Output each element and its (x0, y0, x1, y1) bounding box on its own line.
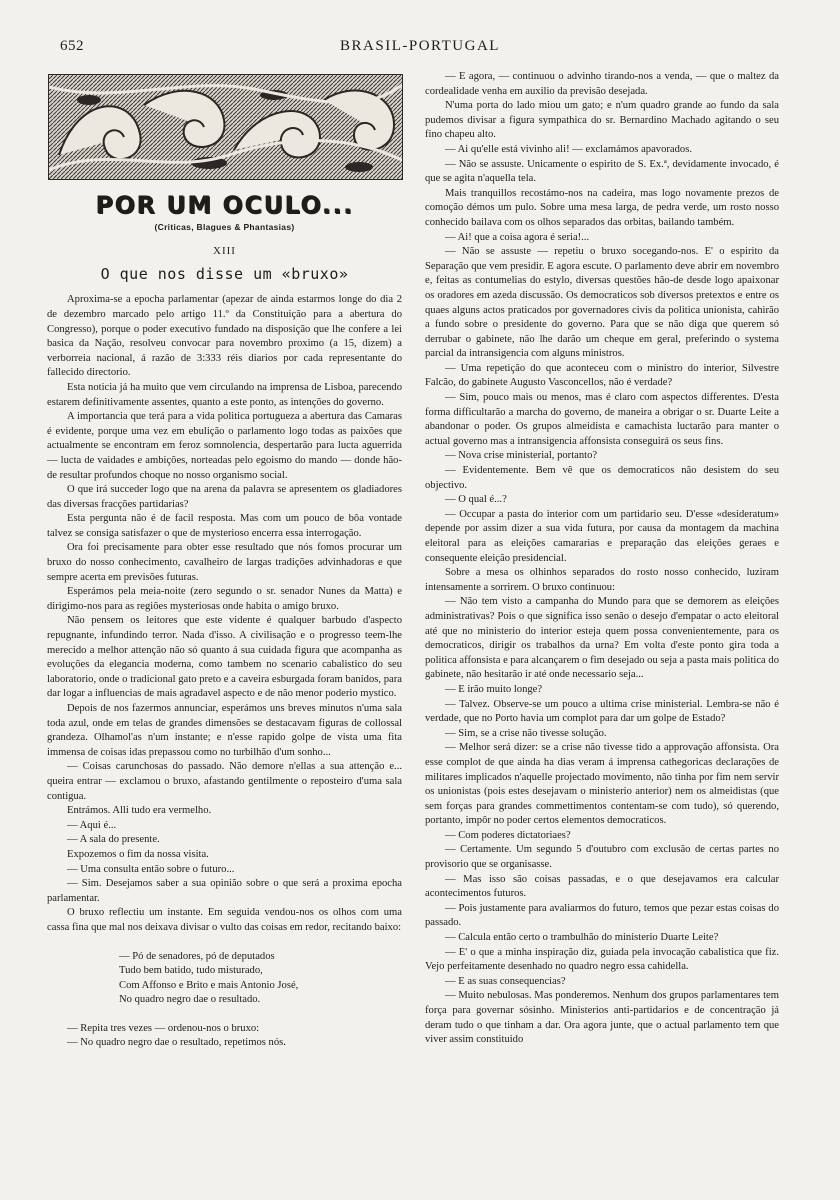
paragraph: — Sim, se a crise não tivesse solução. (445, 727, 607, 739)
paragraph: — Melhor será dizer: se a crise não tivesse tido a approvação affonsista. Ora esse complot de que ainda ha dias veram á imprensa cathegoricas declarações de militares implicados n'aquelle projectado movimento, não tinha por fim nem servir os unionistas (pois estes desejavam o ministerio anterior) nem os almeidistas (que sem forças para grandes commettimentos contentam-se com tudo), só querendo, portanto, impôr no poder certos elementos democraticos. (425, 742, 779, 827)
paragraph: — E as suas consequencias? (445, 975, 566, 987)
paragraph: Expozemos o fim da nossa visita. (67, 848, 209, 860)
ornament-illustration (49, 75, 402, 179)
paragraph: — Não se assuste — repetiu o bruxo socegando-nos. E' o espirito da Separação que vem presidir. E agora escute. O parlamento deve abrir em novembro e, feitas as contumelias do estylo, diversas questões hão-de desde logo apaixonar os oradores em azeda discussão. Os democraticos sob diversos pretextos e entre os quaes alguns actos praticados por governadores civis da politica unionista, cahirão a fundo sobre o presidente do governo. Para que se não diga que querem só derrubar o gabinete, não lhe darão um cheque em geral, preferindo o systema parcial da intransigencia com alguns ministros. (425, 246, 779, 360)
verse-line: No quadro negro dae o resultado. (119, 994, 261, 1006)
paragraph: Ora foi precisamente para obter esse resultado que nós fomos procurar um bruxo do nosso conhecimento, cavalheiro de largas tradições advinhadoras e que sempre acerta em previsões futuras. (47, 542, 402, 583)
right-body-text (425, 70, 779, 1048)
article-headline: POR UM OCULO... (95, 191, 354, 219)
paragraph: — Pois justamente para avaliarmos do futuro, temos que pezar estas coisas do passado. (425, 902, 779, 929)
paragraph: Sobre a mesa os olhinhos separados do rosto nosso conhecido, luziram intensamente a sorrirem. O bruxo continuou: (425, 567, 779, 593)
paragraph: — Aqui é... (67, 819, 117, 831)
decorative-banner (48, 74, 403, 180)
paragraph: Entrámos. Alli tudo era vermelho. (67, 805, 212, 817)
paragraph: — Coisas carunchosas do passado. Não demore n'ellas a sua attenção e... queira entrar — exclamou o bruxo, afastando gentilmente o reposteiro d'uma sala contigua. (47, 761, 402, 802)
verse-block (119, 950, 402, 1008)
paragraph: — E agora, — continuou o advinho tirando-nos a venda, — que o maltez da cordealidade venha em auxilio da previsão desejada. (425, 71, 779, 97)
paragraph: — Com poderes dictatoriaes? (445, 829, 571, 841)
verse-line: Com Affonso e Brito e mais Antonio José, (119, 979, 299, 991)
paragraph: — E' o que a minha inspiração diz, guiada pela invocação cabalistica que fiz. Vejo perfeitamente desenhado no quadro negro essa cahidella. (425, 946, 779, 973)
paragraph: — A sala do presente. (67, 834, 160, 846)
paragraph: Não pensem os leitores que este vidente é qualquer barbudo d'aspecto repugnante, infundindo terror. Nada d'isso. A civilisação e o progresso teem-lhe merecido a melhor attenção não só quanto á sua cuidada figura que acompanha as evoluções da elegancia moderna, como tambem no scenario cabalistico do seu laboratorio, onde o tradicional gato preto e a caveira esburgada foram banidos, para dar logar a influencias de mais agradavel aspecto e de não menor poderio mystico. (47, 615, 402, 700)
paragraph: — O qual é...? (445, 494, 507, 506)
paragraph: — Ai qu'elle está vivinho ali! — exclamámos apavorados. (445, 143, 692, 155)
paragraph: — Não se assuste. Unicamente o espirito de S. Ex.ª, devidamente invocado, é que se agita n'aquella tela. (425, 158, 779, 185)
paragraph: O que irá succeder logo que na arena da palavra se apresentem os gladiadores das diversas fracções partidarias? (47, 484, 402, 510)
paragraph: — Sim, pouco mais ou menos, mas é claro com aspectos differentes. D'esta forma difficultarão a marcha do governo, de maneira a obrigar o sr. Duarte Leite a abandonar o poder. Os grupos almeidista e camachista luctarão para manter o actual governo mas a intransigencia affonsista conseguirá os seus fins. (425, 392, 779, 447)
paragraph: Aproxima-se a epocha parlamentar (apezar de ainda estarmos longe do dia 2 de dezembro marcado pelo artigo 11.º da Constituição para a abertura do Congresso), porque o poder executivo fundado na disposição que lhe confere a lei basica da Nação, resolveu convocar para novembro proximo (a 15, dizem) a verborreia nacional, á razão de 3:333 réis diarios por cada representante do fallecido directorio. (47, 294, 402, 379)
paragraph: — Ai! que a coisa agora é seria!... (445, 231, 590, 243)
paragraph: — Muito nebulosas. Mas ponderemos. Nenhum dos grupos parlamentares tem força para governar sósinho. Ministerios anti-partidarios e de concentração já deram tudo o que tinham a dar. Ora agora junte, que o actual parlamento tem que viver assim constituido (425, 990, 779, 1046)
paragraph: — Repita tres vezes — ordenou-nos o bruxo: (67, 1022, 260, 1034)
paragraph: — Uma repetição do que aconteceu com o ministro do interior, Silvestre Falcão, do gabinete Augusto Vasconcellos, não é verdade? (425, 362, 779, 389)
paragraph: — No quadro negro dae o resultado, repetimos nós. (67, 1037, 286, 1049)
page-number: 652 (60, 38, 84, 54)
paragraph: — Certamente. Um segundo 5 d'outubro com exclusão de certas partes no provisorio que se organisasse. (425, 844, 779, 871)
chapter-number: XIII (213, 245, 236, 258)
paragraph: Esta pergunta não é de facil resposta. Mas com um pouco de bôa vontade talvez se consiga satisfazer o que de mysterioso encerra essa interrogação. (47, 513, 402, 539)
verse-line: — Pó de senadores, pó de deputados (119, 950, 275, 962)
right-column (425, 70, 779, 1048)
paragraph: — Calcula então certo o trambulhão do ministerio Duarte Leite? (445, 932, 719, 944)
paragraph: — Não tem visto a campanha do Mundo para que se demorem as eleições administrativas? Pois o que significa isso senão o desejo d'empatar o acto eleitoral até que no ministerio do interior esteja quem possa convenientemente, para os democraticos, dirigir os trabalhos da urna? Em volta d'este ponto gira toda a politica affonsista e para alcançarem o fim desejado ou seja a pasta mais politica do gabinete, não hesitarão ir até onde necessario seja... (425, 596, 779, 681)
paragraph: — E irão muito longe? (445, 683, 543, 695)
paragraph: Depois de nos fazermos annunciar, esperámos uns breves minutos n'uma sala toda azul, onde em telas de grandes dimensões se destacavam figuras de collossal grandeza. Olhamol'as n'um instante; e n'esse rapido golpe de vista uma fita immensa de coisas idas prepassou como no turbilhão d'um sonho... (47, 703, 402, 758)
paragraph: — Evidentemente. Bem vê que os democraticos não desistem do seu objectivo. (425, 465, 779, 491)
running-title: BRASIL-PORTUGAL (340, 38, 500, 54)
paragraph: N'uma porta do lado miou um gato; e n'um quadro grande ao fundo da sala pudemos divisar a figura sympathica do sr. Bernardino Machado agitando o seu fino chapeu alto. (425, 100, 779, 141)
paragraph: — Uma consulta então sobre o futuro... (67, 863, 235, 875)
paragraph: — Occupar a pasta do interior com um partidario seu. D'esse «desideratum» depende por assim dizer a sua vida futura, por causa da montagem da machina eleitoral para as eleições camararias e preparação das eleições geraes e consequente eleição presidencial. (425, 508, 779, 564)
paragraph: — Mas isso são coisas passadas, e o que desejavamos era calcular acontecimentos futuros. (425, 873, 779, 900)
paragraph: — Talvez. Observe-se um pouco a ultima crise ministerial. Lembra-se não é verdade, que no Porto havia um complot para dar um golpe de Estado? (425, 698, 779, 725)
paragraph: O bruxo reflectiu um instante. Em seguida vendou-nos os olhos com uma cassa fina que mal nos deixava divisar o vulto das coisas em redor, recitando baixo: (47, 907, 402, 933)
left-closing-text (47, 1022, 402, 1051)
paragraph: — Sim. Desejamos saber a sua opinião sobre o que será a proxima epocha parlamentar. (47, 878, 402, 904)
chapter-title: O que nos disse um «bruxo» (100, 264, 349, 283)
left-body-text (47, 293, 402, 935)
paragraph: A importancia que terá para a vida politica portugueza a abertura das Camaras é evidente, porque uma vez em ebulição o parlamento logo todas as paixões que actualmente se encontram em feroz somnolencia, despertarão para lucta aguerrida — lucta de vaidades e ambições, norteadas pelo egoismo do mando — donde hão-de resultar profundos choque no nosso organismo social. (47, 411, 402, 481)
paragraph: Esta noticia já ha muito que vem circulando na imprensa de Lisboa, parecendo estarem definitivamente assentes, quanto a este ponto, as intenções do governo. (47, 381, 402, 408)
left-column (47, 70, 402, 1051)
paragraph: Mais tranquillos recostámo-nos na cadeira, mas logo novamente prezos de comoção démos um pulo. Sobre uma mesa larga, de pedra verde, um rosto nosso conhecido bailava com os olhos separados das orbitas, bailando também. (425, 187, 779, 228)
paragraph: Esperámos pela meia-noite (zero segundo o sr. senador Nunes da Matta) e dirigimo-nos para as regiões mysteriosas onde habita o amigo bruxo. (47, 586, 402, 612)
verse-line: Tudo bem batido, tudo misturado, (119, 965, 263, 977)
article-subtitle: (Criticas, Blagues & Phantasias) (154, 221, 295, 232)
paragraph: — Nova crise ministerial, portanto? (445, 450, 598, 462)
